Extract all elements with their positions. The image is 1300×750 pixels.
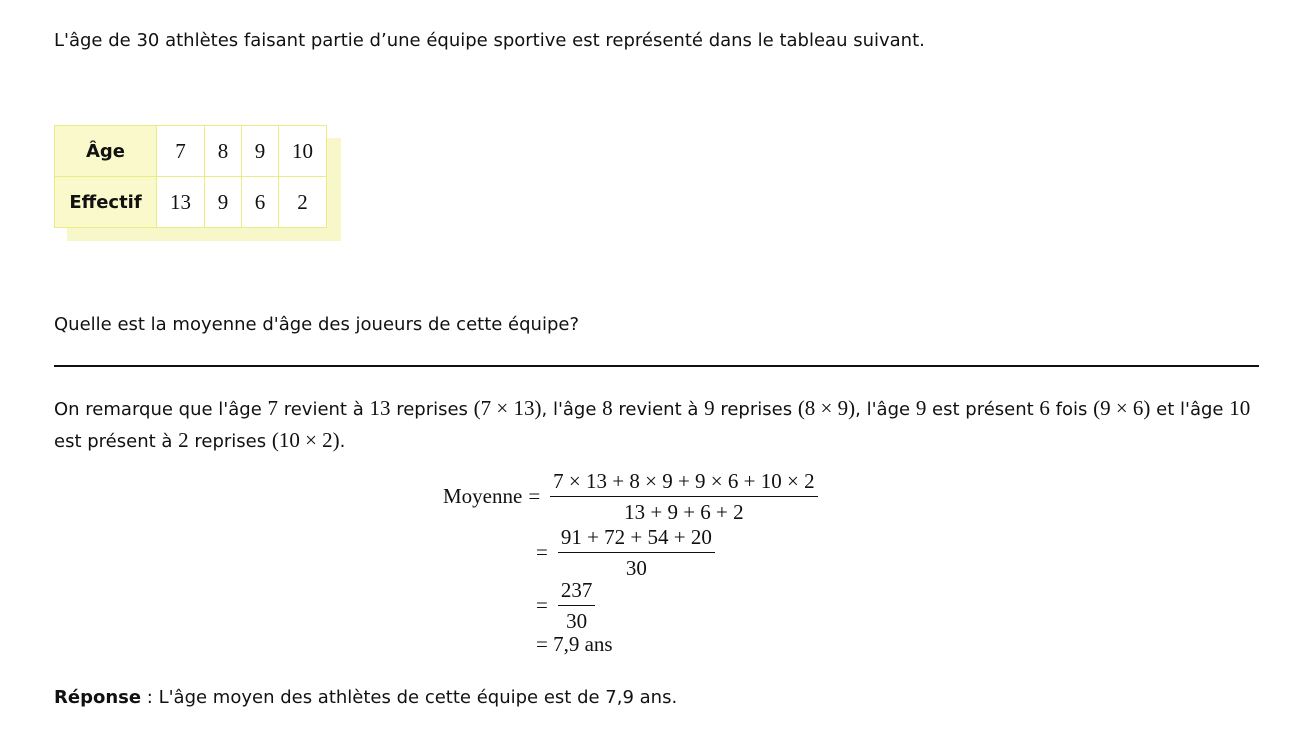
text-segment: revient à — [612, 399, 705, 420]
answer — [54, 687, 677, 708]
inline-math: 9 — [915, 396, 927, 420]
equals-sign: = — [536, 593, 548, 617]
inline-math: 6 — [1039, 396, 1050, 420]
text-segment: reprises — [188, 431, 272, 452]
count-cell: 9 — [205, 177, 242, 228]
fraction — [550, 468, 817, 525]
count-cell: 13 — [157, 177, 205, 228]
text-segment: est présent — [926, 399, 1040, 420]
text-segment: On remarque que l'âge — [54, 399, 268, 420]
explanation-paragraph — [54, 393, 1264, 457]
inline-math: (10 × 2) — [271, 428, 340, 452]
equals-sign: = — [536, 540, 548, 564]
age-cell: 8 — [205, 126, 242, 177]
inline-math: 2 — [178, 428, 189, 452]
question-text: Quelle est la moyenne d'âge des joueurs de cette équipe? — [54, 314, 580, 335]
equation-label: Moyenne — [443, 484, 523, 508]
inline-math: 8 — [602, 396, 613, 420]
inline-math: 13 — [369, 396, 391, 420]
row-header-count: Effectif — [55, 177, 157, 228]
table-row-age — [55, 126, 327, 177]
count-cell: 2 — [279, 177, 327, 228]
text-segment: et l'âge — [1150, 399, 1230, 420]
inline-math: 9 — [704, 396, 715, 420]
inline-math: (8 × 9) — [797, 396, 856, 420]
intro-text: L'âge de 30 athlètes faisant partie d’une équipe sportive est représenté dans le tableau suivant. — [54, 30, 925, 51]
text-segment: est présent à — [54, 431, 179, 452]
table-row-count — [55, 177, 327, 228]
denominator: 30 — [625, 556, 647, 580]
equation-row-2 — [536, 524, 715, 581]
fraction — [558, 524, 715, 581]
text-segment: . — [339, 431, 346, 452]
age-table — [54, 125, 327, 228]
numerator: 237 — [558, 577, 596, 606]
age-cell: 7 — [157, 126, 205, 177]
equation-result: = 7,9 ans — [536, 632, 613, 656]
text-segment: fois — [1049, 399, 1094, 420]
text-segment: , l'âge — [541, 399, 603, 420]
text-segment: reprises — [390, 399, 474, 420]
fraction — [558, 577, 596, 634]
count-cell: 6 — [242, 177, 279, 228]
equation-row-1 — [443, 468, 818, 525]
denominator: 30 — [566, 609, 588, 633]
numerator: 91 + 72 + 54 + 20 — [558, 524, 715, 553]
text-segment: revient à — [278, 399, 370, 420]
inline-math: 10 — [1229, 396, 1251, 420]
text-segment: reprises — [714, 399, 798, 420]
inline-math: (7 × 13) — [473, 396, 542, 420]
age-cell: 10 — [279, 126, 327, 177]
text-segment: , l'âge — [855, 399, 916, 420]
answer-text: : L'âge moyen des athlètes de cette équipe est de 7,9 ans. — [141, 687, 678, 708]
divider — [54, 365, 1259, 367]
row-header-age: Âge — [55, 126, 157, 177]
numerator: 7 × 13 + 8 × 9 + 9 × 6 + 10 × 2 — [550, 468, 817, 497]
denominator: 13 + 9 + 6 + 2 — [624, 500, 744, 524]
equals-sign: = — [528, 484, 541, 508]
age-cell: 9 — [242, 126, 279, 177]
inline-math: 7 — [267, 396, 278, 420]
answer-label: Réponse — [54, 687, 142, 708]
inline-math: (9 × 6) — [1093, 396, 1151, 420]
equation-row-3 — [536, 577, 595, 634]
